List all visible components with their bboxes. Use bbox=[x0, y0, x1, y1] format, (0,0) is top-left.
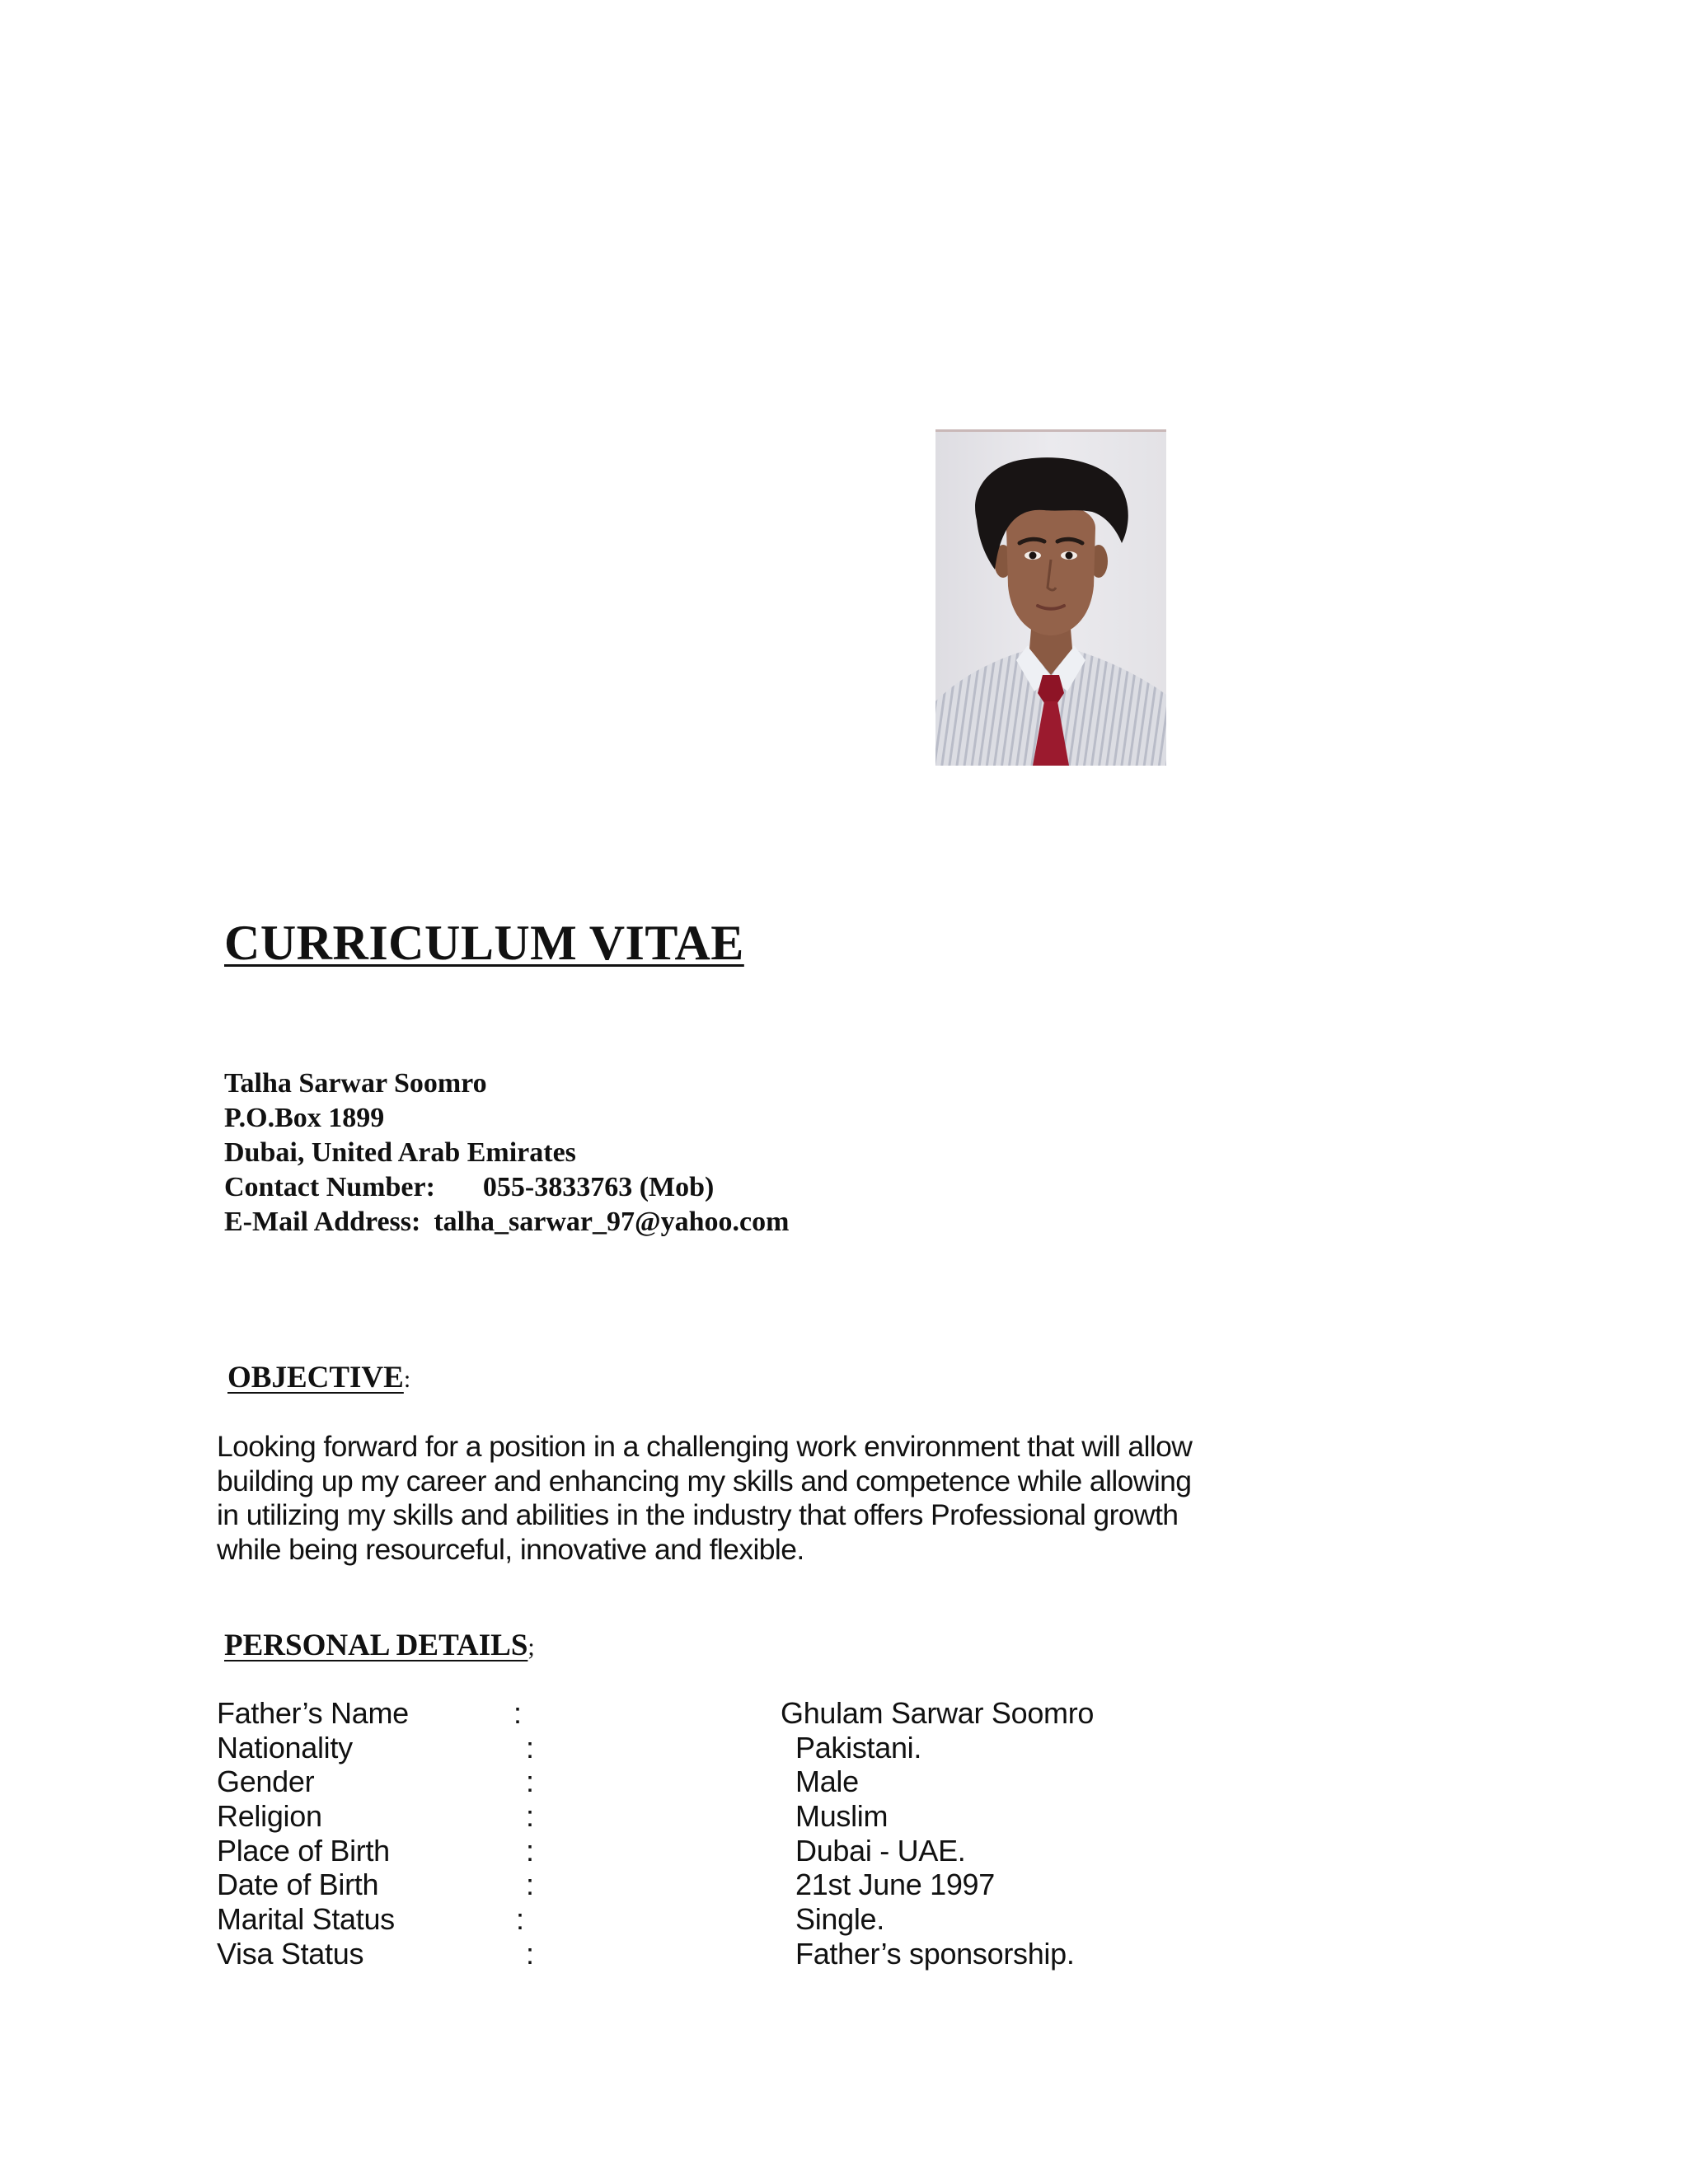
detail-separator: : bbox=[526, 1833, 534, 1868]
detail-row-fathers-name bbox=[217, 1696, 1288, 1731]
detail-separator: : bbox=[526, 1730, 534, 1765]
detail-separator: : bbox=[513, 1696, 522, 1730]
detail-value: Muslim bbox=[795, 1799, 889, 1834]
detail-row-place-of-birth bbox=[217, 1834, 1288, 1868]
applicant-name: Talha Sarwar Soomro bbox=[224, 1068, 487, 1099]
personal-details-table bbox=[217, 1696, 1288, 1971]
detail-value: Pakistani. bbox=[795, 1730, 922, 1765]
detail-value: Male bbox=[795, 1765, 859, 1799]
detail-label: Father’s Name bbox=[217, 1696, 409, 1730]
po-box: P.O.Box 1899 bbox=[224, 1103, 385, 1133]
detail-label: Religion bbox=[217, 1799, 322, 1834]
detail-row-visa-status bbox=[217, 1937, 1288, 1971]
objective-line: building up my career and enhancing my skills and competence while allowing bbox=[217, 1464, 1192, 1497]
contact-block bbox=[224, 1066, 789, 1240]
detail-row-marital-status bbox=[217, 1902, 1288, 1937]
detail-label: Gender bbox=[217, 1765, 315, 1799]
personal-details-heading bbox=[224, 1626, 535, 1667]
detail-separator: : bbox=[526, 1868, 534, 1902]
detail-row-date-of-birth bbox=[217, 1868, 1288, 1902]
detail-separator: : bbox=[516, 1902, 524, 1937]
detail-separator: : bbox=[526, 1765, 534, 1799]
phone-line bbox=[224, 1170, 789, 1205]
objective-heading bbox=[227, 1358, 410, 1399]
objective-line: in utilizing my skills and abilities in the industry that offers Professional growth bbox=[217, 1498, 1179, 1531]
objective-line: Looking forward for a position in a challenging work environment that will allow bbox=[217, 1430, 1193, 1463]
detail-row-nationality bbox=[217, 1731, 1288, 1765]
portrait-photo bbox=[935, 429, 1166, 766]
objective-line: while being resourceful, innovative and flexible. bbox=[217, 1532, 804, 1566]
phone-number: 055-3833763 (Mob) bbox=[482, 1172, 715, 1202]
detail-label: Marital Status bbox=[217, 1902, 395, 1937]
personal-details-heading-text: PERSONAL DETAILS bbox=[224, 1629, 528, 1662]
email-address: talha_sarwar_97@yahoo.com bbox=[434, 1207, 790, 1237]
detail-label: Visa Status bbox=[217, 1936, 364, 1971]
detail-value: Father’s sponsorship. bbox=[795, 1936, 1075, 1971]
objective-heading-text: OBJECTIVE bbox=[227, 1361, 404, 1394]
detail-value: Single. bbox=[795, 1902, 884, 1937]
location: Dubai, United Arab Emirates bbox=[224, 1137, 576, 1168]
personal-details-heading-punct: ; bbox=[528, 1633, 535, 1661]
detail-row-gender bbox=[217, 1765, 1288, 1799]
detail-separator: : bbox=[526, 1799, 534, 1834]
objective-heading-punct: : bbox=[403, 1366, 411, 1393]
detail-row-religion bbox=[217, 1799, 1288, 1834]
detail-value: 21st June 1997 bbox=[795, 1868, 995, 1902]
detail-label: Nationality bbox=[217, 1730, 353, 1765]
page-title: CURRICULUM VITAE bbox=[224, 916, 744, 970]
phone-label: Contact Number: bbox=[224, 1172, 435, 1202]
detail-value: Ghulam Sarwar Soomro bbox=[781, 1696, 1095, 1730]
objective-paragraph bbox=[217, 1430, 1288, 1567]
detail-value: Dubai - UAE. bbox=[795, 1833, 966, 1868]
email-line bbox=[224, 1205, 789, 1240]
detail-label: Date of Birth bbox=[217, 1868, 379, 1902]
email-label: E-Mail Address: bbox=[224, 1207, 421, 1237]
detail-label: Place of Birth bbox=[217, 1833, 390, 1868]
detail-separator: : bbox=[526, 1936, 534, 1971]
